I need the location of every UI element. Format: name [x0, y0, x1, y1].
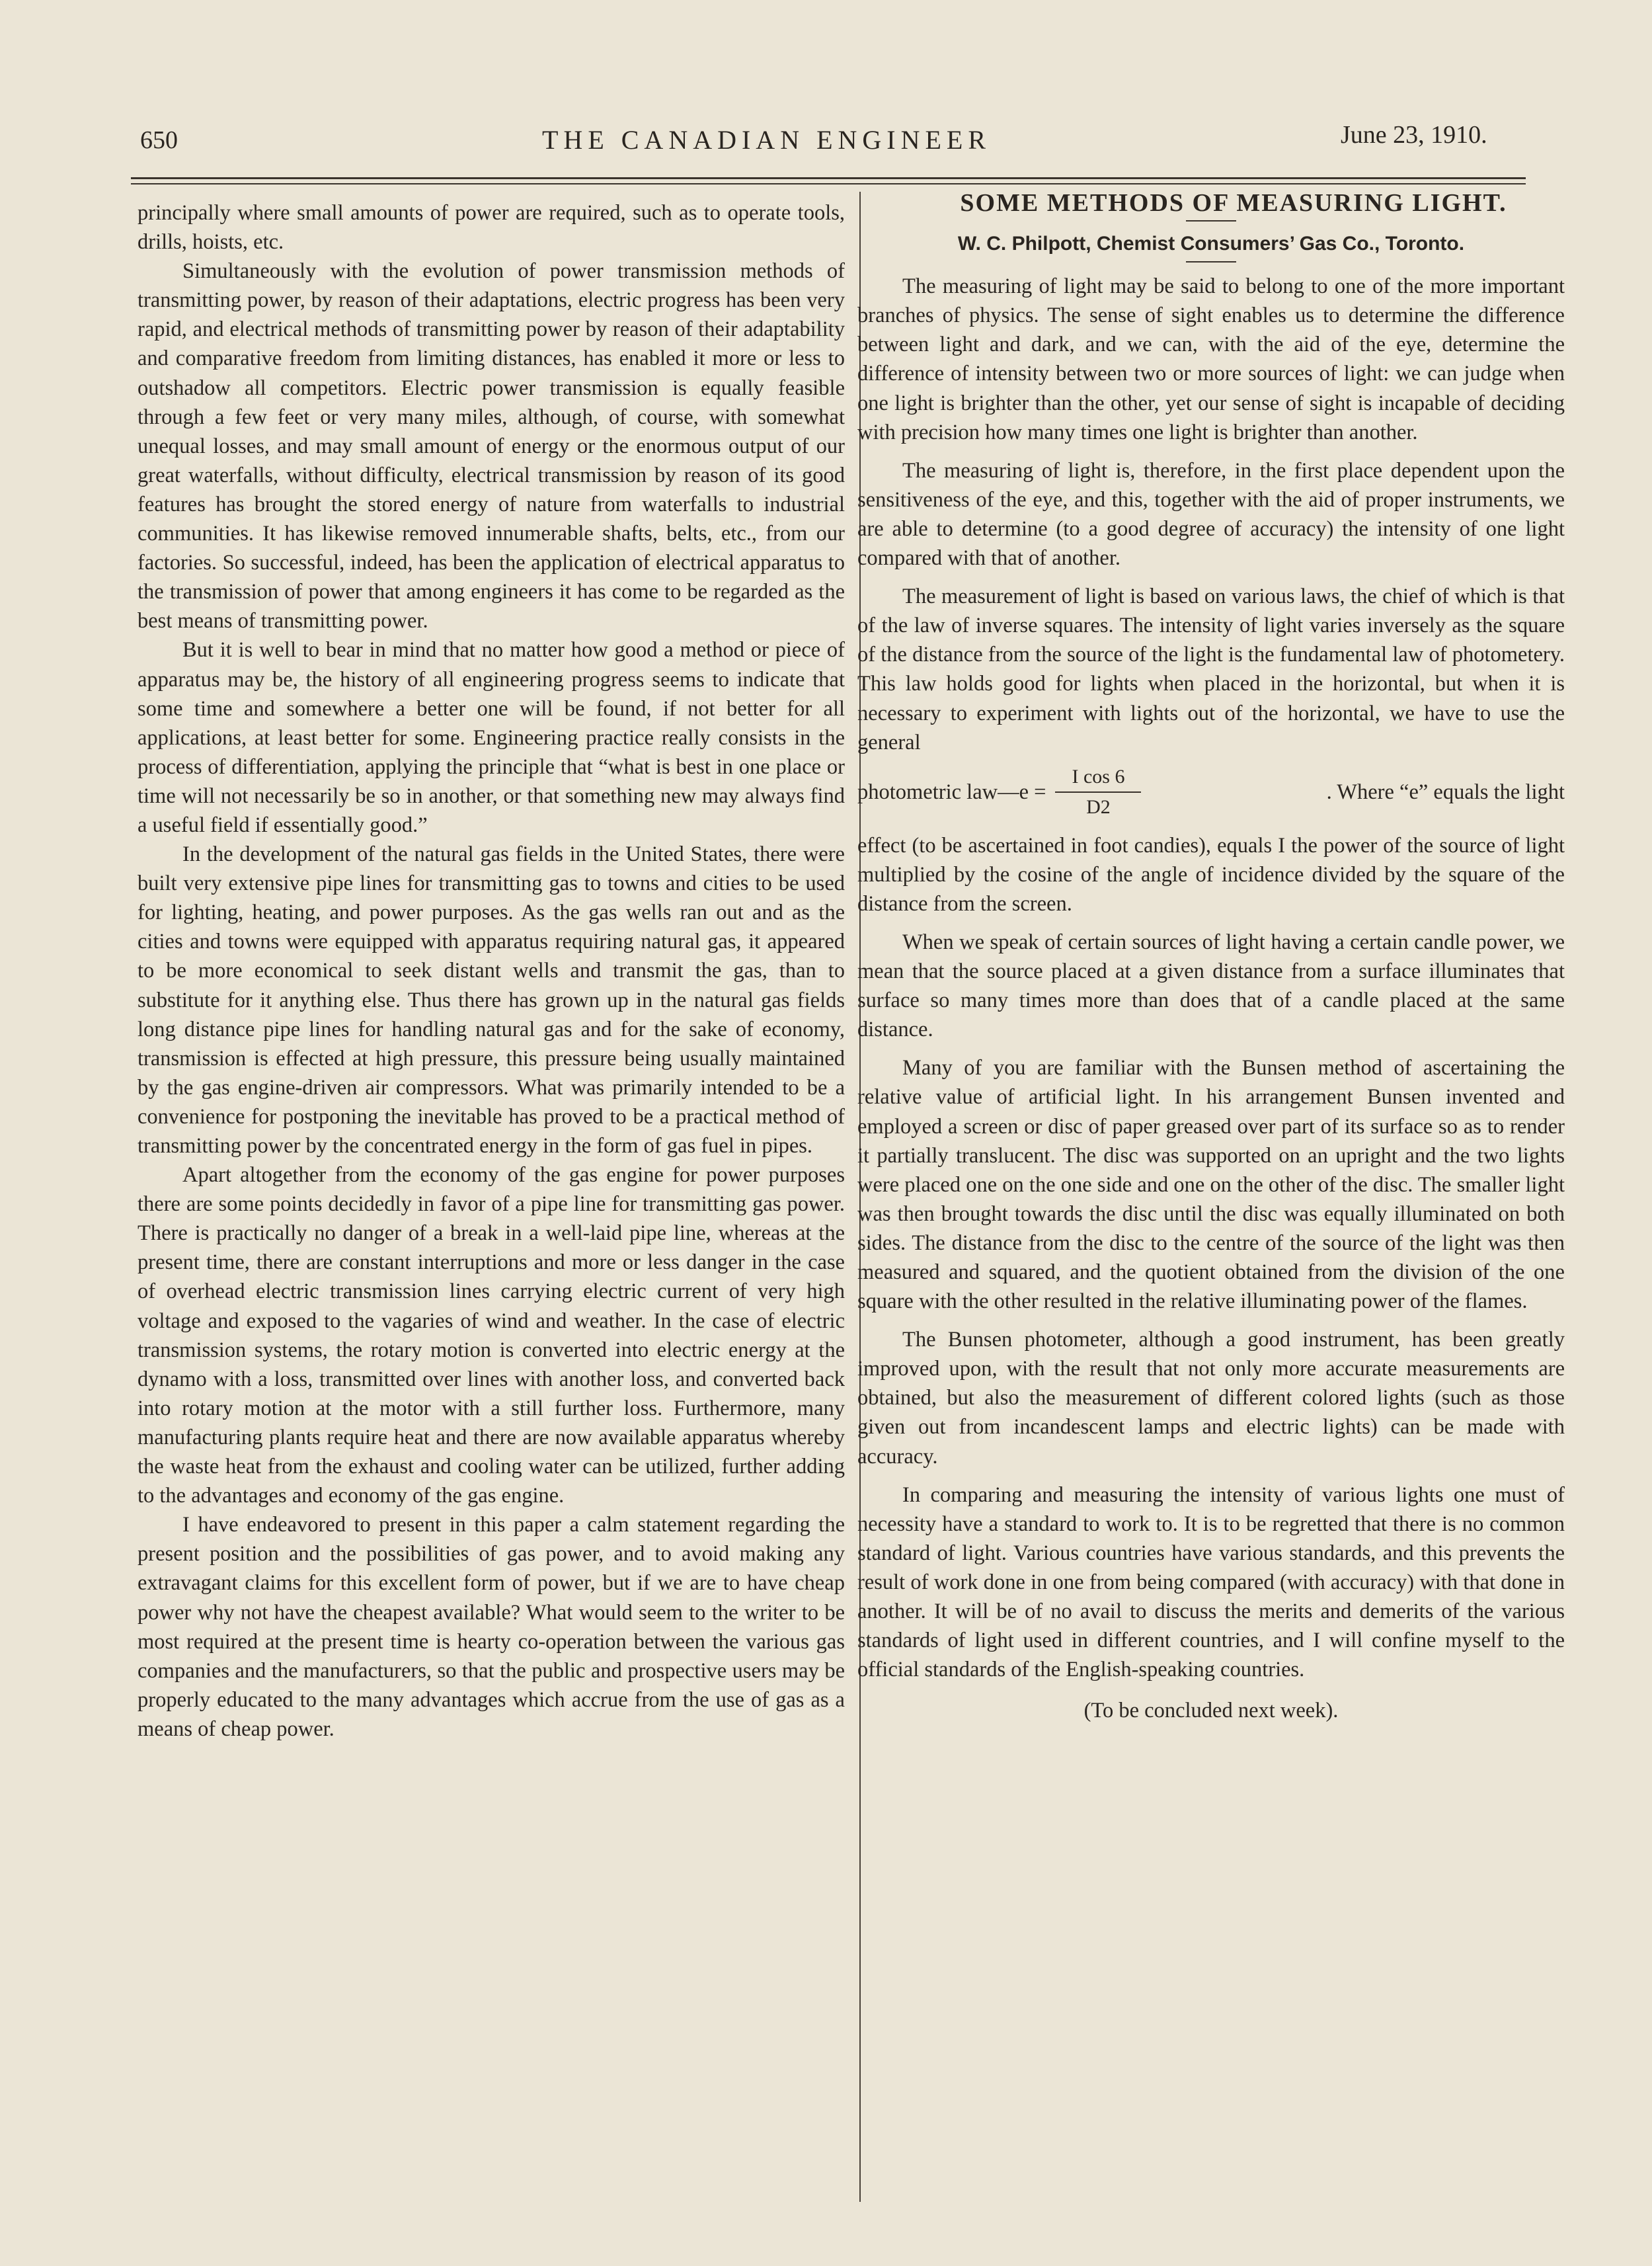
- photometric-formula: [857, 764, 1565, 821]
- right-paragraph: The measuring of light may be said to belong to one of the more important branches of physics. The sense of sight enables us to determine the difference between light and dark, and we can, with the aid of the eye, determine the difference of intensity between two or more sources of light: we can judge when one light is brighter than the other, yet our sense of sight is incapable of deciding with precision how many times one light is brighter than another.: [857, 274, 1565, 444]
- fraction-bar: [1055, 791, 1141, 793]
- formula-fraction: [1055, 764, 1141, 821]
- right-paragraph: Many of you are familiar with the Bunsen method of ascertaining the relative value of artificial light. In his arrangement Bunsen invented and employed a screen or disc of paper greased over part of its surface so as to render it partially translucent. The disc was supported on an upright and the two lights were placed one on the one side and one on the other of the disc. The smaller light was then brought towards the disc until the disc was equally illuminated on both sides. The distance from the disc to the centre of the source of the light was then measured and squared, and the quotient obtained from the division of the one square with the other resulted in the relative illuminating power of the flames.: [857, 1056, 1565, 1314]
- article-byline: W. C. Philpott, Chemist Consumers’ Gas Co., Toronto.: [957, 233, 1465, 255]
- page-number: 650: [140, 126, 178, 154]
- left-paragraph: Apart altogether from the economy of the gas engine for power purposes there are some points decidedly in favor of a pipe line for transmitting gas power. There is practically no danger of a break in a well-laid pipe line, whereas at the present time, there are constant interruptions and more or less danger in the case of overhead electric transmission lines carrying electric current of very high voltage and exposed to the vagaries of wind and weather. In the case of electric transmission systems, the rotary motion is converted into electric energy at the dynamo with a loss, transmitted over lines with another loss, and converted back into rotary motion at the motor with a still further loss. Furthermore, many manufacturing plants require heat and there are now available apparatus whereby the waste heat from the exhaust and cooling water can be utilized, further adding to the advantages and economy of the gas engine.: [138, 1163, 845, 1508]
- header-rule-thin: [131, 183, 1526, 184]
- issue-date: June 23, 1910.: [1341, 121, 1487, 149]
- byline-rule: [1186, 261, 1236, 263]
- right-paragraph: The measuring of light is, therefore, in the first place dependent upon the sensitiveness of the eye, and this, together with the aid of proper instruments, we are able to determine (to a good degree of accuracy) the intensity of one light compared with that of another.: [857, 458, 1565, 571]
- continued-note: (To be concluded next week).: [1083, 1699, 1339, 1723]
- left-paragraph: principally where small amounts of power are required, such as to operate tools, drills, hoists, etc.: [138, 201, 845, 255]
- formula-rhs: . Where “e” equals the light: [1326, 780, 1565, 804]
- right-paragraph: The Bunsen photometer, although a good instrument, has been greatly improved upon, with the result that not only more accurate measurements are obtained, but also the measurement of different colored lights (such as those given out from incandescent lamps and electric lights) can be made with accuracy.: [857, 1328, 1565, 1469]
- right-paragraph: In comparing and measuring the intensity of various lights one must of necessity have a standard to work to. It is to be regretted that there is no common standard of light. Various countries have various standards, and this prevents the result of work done in one from being compared (with accuracy) with that done in another. It will be of no avail to discuss the merits and demerits of the various standards of light used in different countries, and I will confine myself to the official standards of the English-speaking countries.: [857, 1482, 1565, 1682]
- left-paragraph: But it is well to bear in mind that no matter how good a method or piece of apparatus may be, the history of all engineering progress seems to indicate that some time and somewhere a better one will be found, if not better for all applications, at least better for some. Engineering practice really consists in the process of differentiation, applying the principle that “what is best in one place or time will not necessarily be so in another, or that something new may always find a useful field if essentially good.”: [138, 638, 845, 837]
- formula-numerator: I cos 6: [1072, 765, 1125, 788]
- header-rule-thick: [131, 177, 1526, 179]
- formula-lhs: photometric law—e =: [857, 780, 1046, 804]
- formula-continuation: effect (to be ascertained in foot candies), equals I the power of the source of light multiplied by the cosine of the angle of incidence divided by the square of the distance from the screen.: [857, 833, 1565, 916]
- left-paragraph: I have endeavored to present in this paper a calm statement regarding the present position and the possibilities of gas power, and to avoid making any extravagant claims for this excellent form of power, but if we are to have cheap power why not have the cheapest available? What would seem to the writer to be most required at the present time is hearty co-operation between the various gas companies and the manufacturers, so that the public and prospective users may be properly educated to the many advantages which accrue from the use of gas as a means of cheap power.: [138, 1513, 845, 1741]
- left-paragraph: In the development of the natural gas fields in the United States, there were built very extensive pipe lines for transmitting gas to towns and cities to be used for lighting, heating, and power purposes. As the gas wells ran out and as the cities and towns were equipped with apparatus requiring natural gas, it appeared to be more economical to seek distant wells and transmit the gas, than to substitute for it anything else. Thus there has grown up in the natural gas fields long distance pipe lines for handling natural gas and for the sake of economy, transmission is effected at high pressure, this pressure being usually maintained by the gas engine-driven air compressors. What was primarily intended to be a convenience for postponing the inevitable has proved to be a practical method of transmitting power by the concentrated energy in the form of gas fuel in pipes.: [138, 842, 845, 1158]
- right-column: [857, 188, 1565, 1725]
- right-paragraph: When we speak of certain sources of light having a certain candle power, we mean that the source placed at a given distance from a surface illuminates that surface so many times more than does that of a candle placed at the same distance.: [857, 930, 1565, 1042]
- article-title: SOME METHODS OF MEASURING LIGHT.: [960, 189, 1507, 217]
- running-head: THE CANADIAN ENGINEER: [542, 125, 992, 155]
- left-column: [138, 198, 845, 1744]
- formula-denominator: D2: [1086, 795, 1111, 818]
- right-paragraph: The measurement of light is based on various laws, the chief of which is that of the law of inverse squares. The intensity of light varies inversely as the square of the distance from the source of the light is the fundamental law of photometery. This law holds good for lights when placed in the horizontal, but when it is necessary to experiment with lights out of the horizontal, we have to use the general: [857, 585, 1565, 754]
- left-paragraph: Simultaneously with the evolution of power transmission methods of transmitting power, by reason of their adaptations, electric progress has been very rapid, and electrical methods of transmitting power by reason of their adaptability and comparative freedom from limiting distances, has enabled it more or less to outshadow all competitors. Electric power transmission is equally feasible through a few feet or very many miles, although, of course, with somewhat unequal losses, and may small amount of energy or the enormous output of our great waterfalls, without difficulty, electrical transmission by reason of its good features has brought the stored energy of nature from waterfalls to industrial communities. It has likewise removed innumerable shafts, belts, etc., from our factories. So successful, indeed, has been the application of electrical apparatus to the transmission of power that among engineers it has come to be regarded as the best means of transmitting power.: [138, 259, 845, 633]
- title-rule: [1186, 220, 1236, 222]
